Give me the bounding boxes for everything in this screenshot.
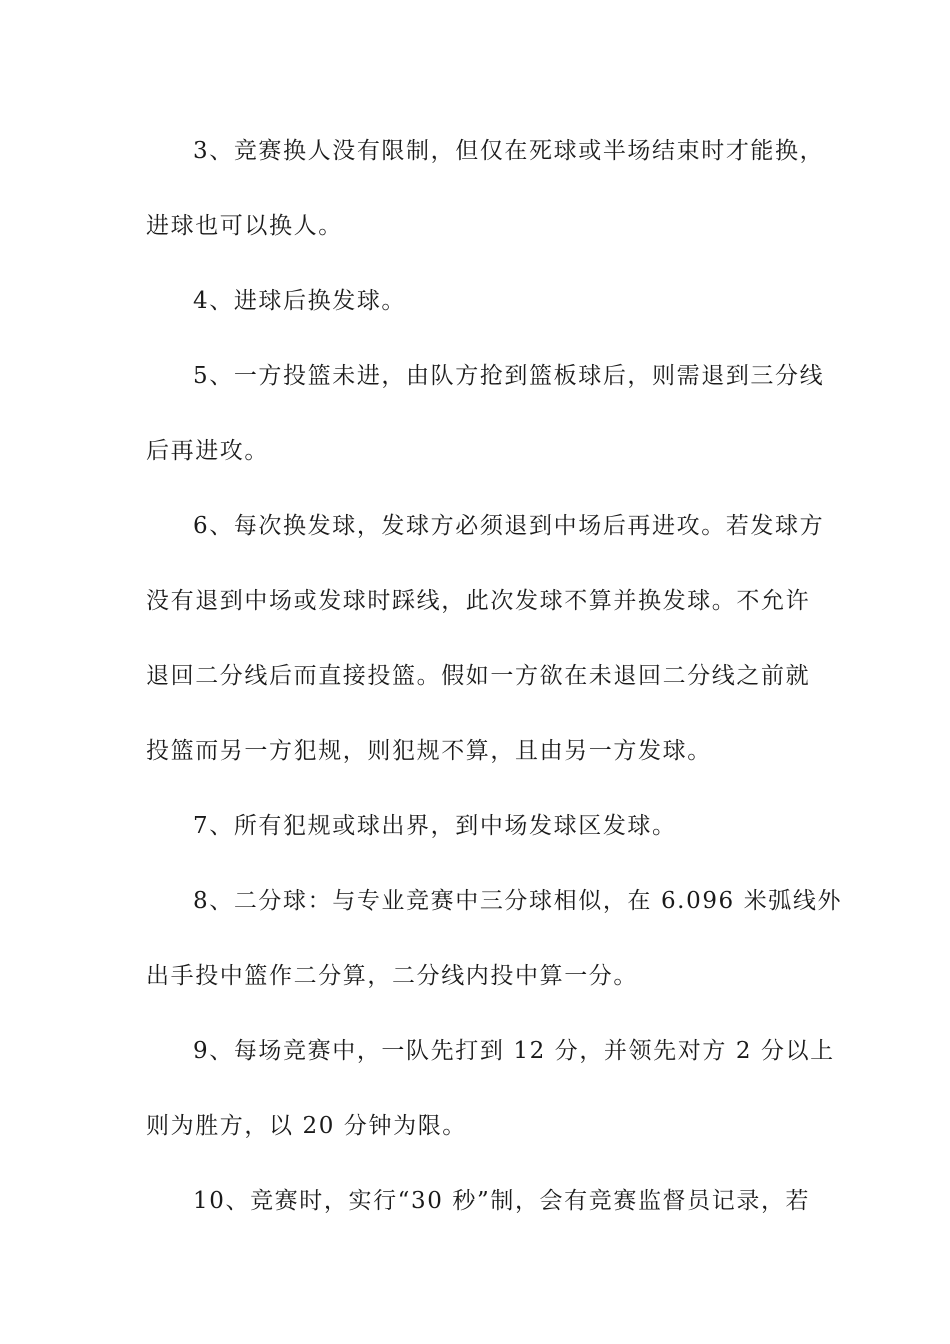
rule-6-line-3: 退回二分线后而直接投篮。假如一方欲在未退回二分线之前就 bbox=[146, 663, 811, 689]
rule-3-line-2: 进球也可以换人。 bbox=[146, 213, 343, 239]
rule-4-line-1: 4、进球后换发球。 bbox=[193, 288, 407, 314]
rule-6-line-2: 没有退到中场或发球时踩线，此次发球不算并换发球。不允许 bbox=[146, 588, 811, 614]
rule-8-line-2: 出手投中篮作二分算，二分线内投中算一分。 bbox=[146, 963, 638, 989]
rule-5-line-1: 5、一方投篮未进，由队方抢到篮板球后，则需退到三分线 bbox=[193, 363, 825, 389]
rule-3-line-1: 3、竞赛换人没有限制，但仅在死球或半场结束时才能换， bbox=[193, 138, 825, 164]
rule-9-line-1: 9、每场竞赛中，一队先打到 12 分，并领先对方 2 分以上 bbox=[193, 1038, 835, 1064]
rule-9-line-2: 则为胜方，以 20 分钟为限。 bbox=[146, 1113, 467, 1139]
rule-7-line-1: 7、所有犯规或球出界，到中场发球区发球。 bbox=[193, 813, 677, 839]
rule-5-line-2: 后再进攻。 bbox=[146, 438, 269, 464]
rule-6-line-4: 投篮而另一方犯规，则犯规不算，且由另一方发球。 bbox=[146, 738, 712, 764]
rule-8-line-1: 8、二分球：与专业竞赛中三分球相似，在 6.096 米弧线外 bbox=[193, 888, 843, 914]
rule-6-line-1: 6、每次换发球，发球方必须退到中场后再进攻。若发球方 bbox=[193, 513, 825, 539]
rule-10-line-1: 10、竞赛时，实行“30 秒”制，会有竞赛监督员记录，若 bbox=[193, 1188, 811, 1214]
